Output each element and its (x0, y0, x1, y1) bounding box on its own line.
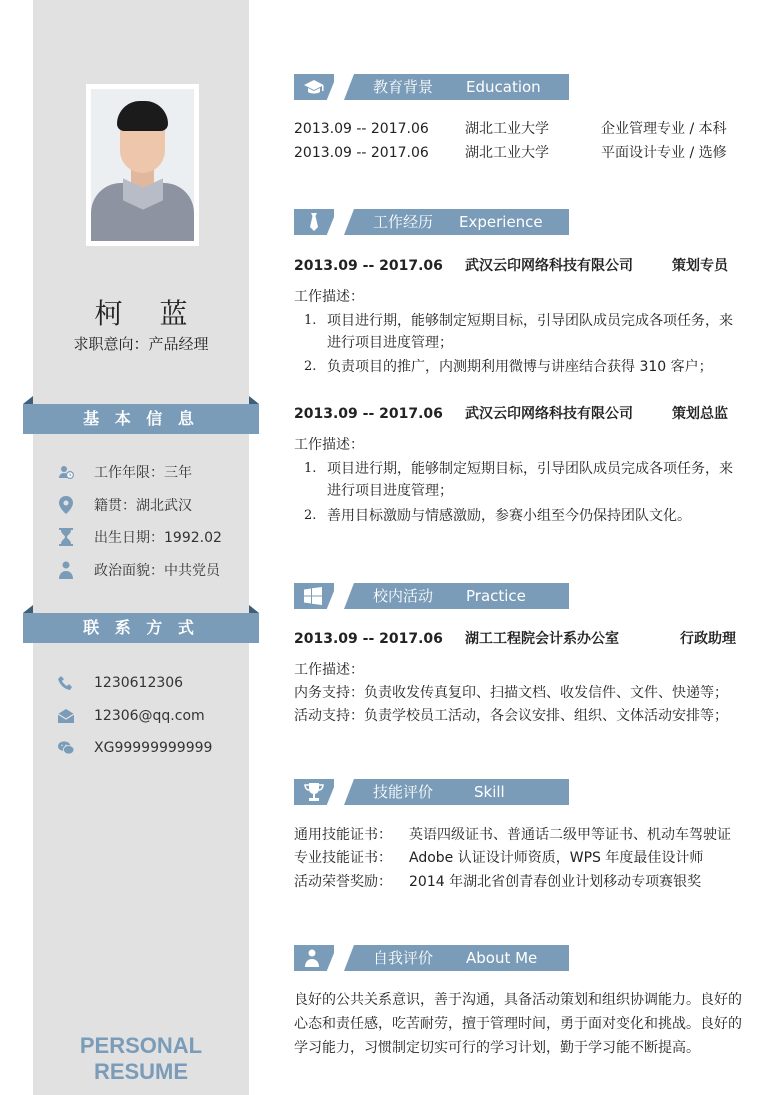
section-title-en: Experience (459, 213, 543, 231)
skill-label: 活动荣誉奖励： (294, 874, 392, 890)
person-icon (304, 949, 320, 967)
windows-icon (304, 587, 322, 605)
info-birthdate (58, 526, 222, 548)
edu-major: 平面设计专业 / 选修 (601, 145, 727, 161)
clock-person-icon (58, 463, 74, 481)
info-text: 政治面貌：中共党员 (94, 563, 220, 579)
edu-school: 湖北工业大学 (465, 121, 549, 137)
job-desc-item-cont: 进行项目进度管理； (327, 483, 453, 499)
person-icon (58, 561, 74, 579)
experience-header (294, 209, 569, 235)
info-text: 出生日期：1992.02 (94, 530, 222, 546)
list-number: 1. (304, 461, 317, 476)
about-header (294, 945, 569, 971)
edu-major: 企业管理专业 / 本科 (601, 121, 727, 137)
wechat-icon (58, 739, 74, 757)
section-title-zh: 教育背景 (373, 78, 434, 96)
phone-icon (58, 674, 74, 692)
contact-phone (58, 672, 183, 694)
section-title-zh: 工作经历 (373, 213, 434, 231)
practice-header (294, 583, 569, 609)
edu-period: 2013.09 -- 2017.06 (294, 121, 429, 137)
wechat-text: XG99999999999 (94, 740, 213, 756)
photo-portrait (91, 89, 194, 241)
contact-title: 联 系 方 式 (83, 618, 199, 637)
job-desc-item: 善用目标激励与情感激励，参赛小组至今仍保持团队文化。 (327, 508, 691, 524)
about-line: 学习能力，习惯制定切实可行的学习计划，勤于学习能不断提高。 (294, 1040, 700, 1056)
job-desc-item: 项目进行期，能够制定短期目标，引导团队成员完成各项任务，来 (327, 461, 733, 477)
info-text: 籍贯：湖北武汉 (94, 498, 192, 514)
location-pin-icon (58, 496, 74, 514)
practice-org: 湖工工程院会计系办公室 (465, 631, 619, 647)
education-header (294, 74, 569, 100)
job-desc-label: 工作描述： (294, 289, 364, 305)
basic-info-header (23, 404, 259, 434)
job-company: 武汉云印网络科技有限公司 (465, 258, 633, 274)
profile-photo (86, 84, 199, 246)
job-role: 策划专员 (672, 258, 728, 274)
section-title-en: Skill (474, 783, 505, 801)
section-title-en: About Me (466, 949, 538, 967)
list-number: 1. (304, 313, 317, 328)
trophy-icon (304, 783, 324, 801)
list-number: 2. (304, 359, 317, 374)
contact-wechat (58, 737, 212, 759)
skill-value: 英语四级证书、普通话二级甲等证书、机动车驾驶证 (409, 827, 731, 843)
necktie-icon (304, 213, 324, 231)
basic-info-title: 基 本 信 息 (83, 409, 199, 428)
list-number: 2. (304, 508, 317, 523)
contact-email (58, 705, 205, 727)
section-title-en: Education (466, 78, 541, 96)
candidate-name: 柯 蓝 (94, 297, 202, 330)
section-title-zh: 自我评价 (373, 949, 434, 967)
info-text: 工作年限：三年 (94, 465, 192, 481)
skill-value: 2014 年湖北省创青春创业计划移动专项赛银奖 (409, 874, 702, 890)
skill-label: 通用技能证书： (294, 827, 392, 843)
phone-text: 1230612306 (94, 675, 184, 691)
email-text: 12306@qq.com (94, 708, 205, 724)
section-title-en: Practice (466, 587, 526, 605)
contact-header (23, 613, 259, 643)
practice-desc-label: 工作描述： (294, 662, 364, 678)
practice-desc-line: 活动支持：负责学校员工活动，各会议安排、组织、文体活动安排等； (294, 708, 728, 724)
job-period: 2013.09 -- 2017.06 (294, 406, 443, 422)
skill-label: 专业技能证书： (294, 850, 392, 866)
job-desc-item: 项目进行期，能够制定短期目标，引导团队成员完成各项任务，来 (327, 313, 733, 329)
job-desc-label: 工作描述： (294, 437, 364, 453)
mail-icon (58, 707, 74, 725)
practice-desc-line: 内务支持：负责收发传真复印、扫描文档、收发信件、文件、快递等； (294, 685, 728, 701)
about-line: 良好的公共关系意识，善于沟通，具备活动策划和组织协调能力。良好的 (294, 992, 742, 1008)
practice-role: 行政助理 (680, 631, 736, 647)
edu-period: 2013.09 -- 2017.06 (294, 145, 429, 161)
skill-header (294, 779, 569, 805)
job-role: 策划总监 (672, 406, 728, 422)
info-hometown (58, 494, 192, 516)
practice-period: 2013.09 -- 2017.06 (294, 631, 443, 647)
job-period: 2013.09 -- 2017.06 (294, 258, 443, 274)
hourglass-icon (58, 528, 74, 546)
info-work-years (58, 461, 192, 483)
graduation-cap-icon (304, 78, 324, 96)
job-desc-item: 负责项目的推广，内测期利用微博与讲座结合获得 310 客户； (327, 359, 713, 375)
about-line: 心态和责任感，吃苦耐劳，擅于管理时间，勇于面对变化和挑战。良好的 (294, 1016, 742, 1032)
skill-value: Adobe 认证设计师资质，WPS 年度最佳设计师 (409, 850, 704, 866)
job-intent: 求职意向：产品经理 (73, 335, 209, 353)
job-company: 武汉云印网络科技有限公司 (465, 406, 633, 422)
info-political (58, 559, 220, 581)
section-title-zh: 校内活动 (373, 587, 434, 605)
job-desc-item-cont: 进行项目进度管理； (327, 335, 453, 351)
personal-resume-brand: PERSONAL RESUME (79, 1033, 203, 1084)
section-title-zh: 技能评价 (373, 783, 434, 801)
edu-school: 湖北工业大学 (465, 145, 549, 161)
